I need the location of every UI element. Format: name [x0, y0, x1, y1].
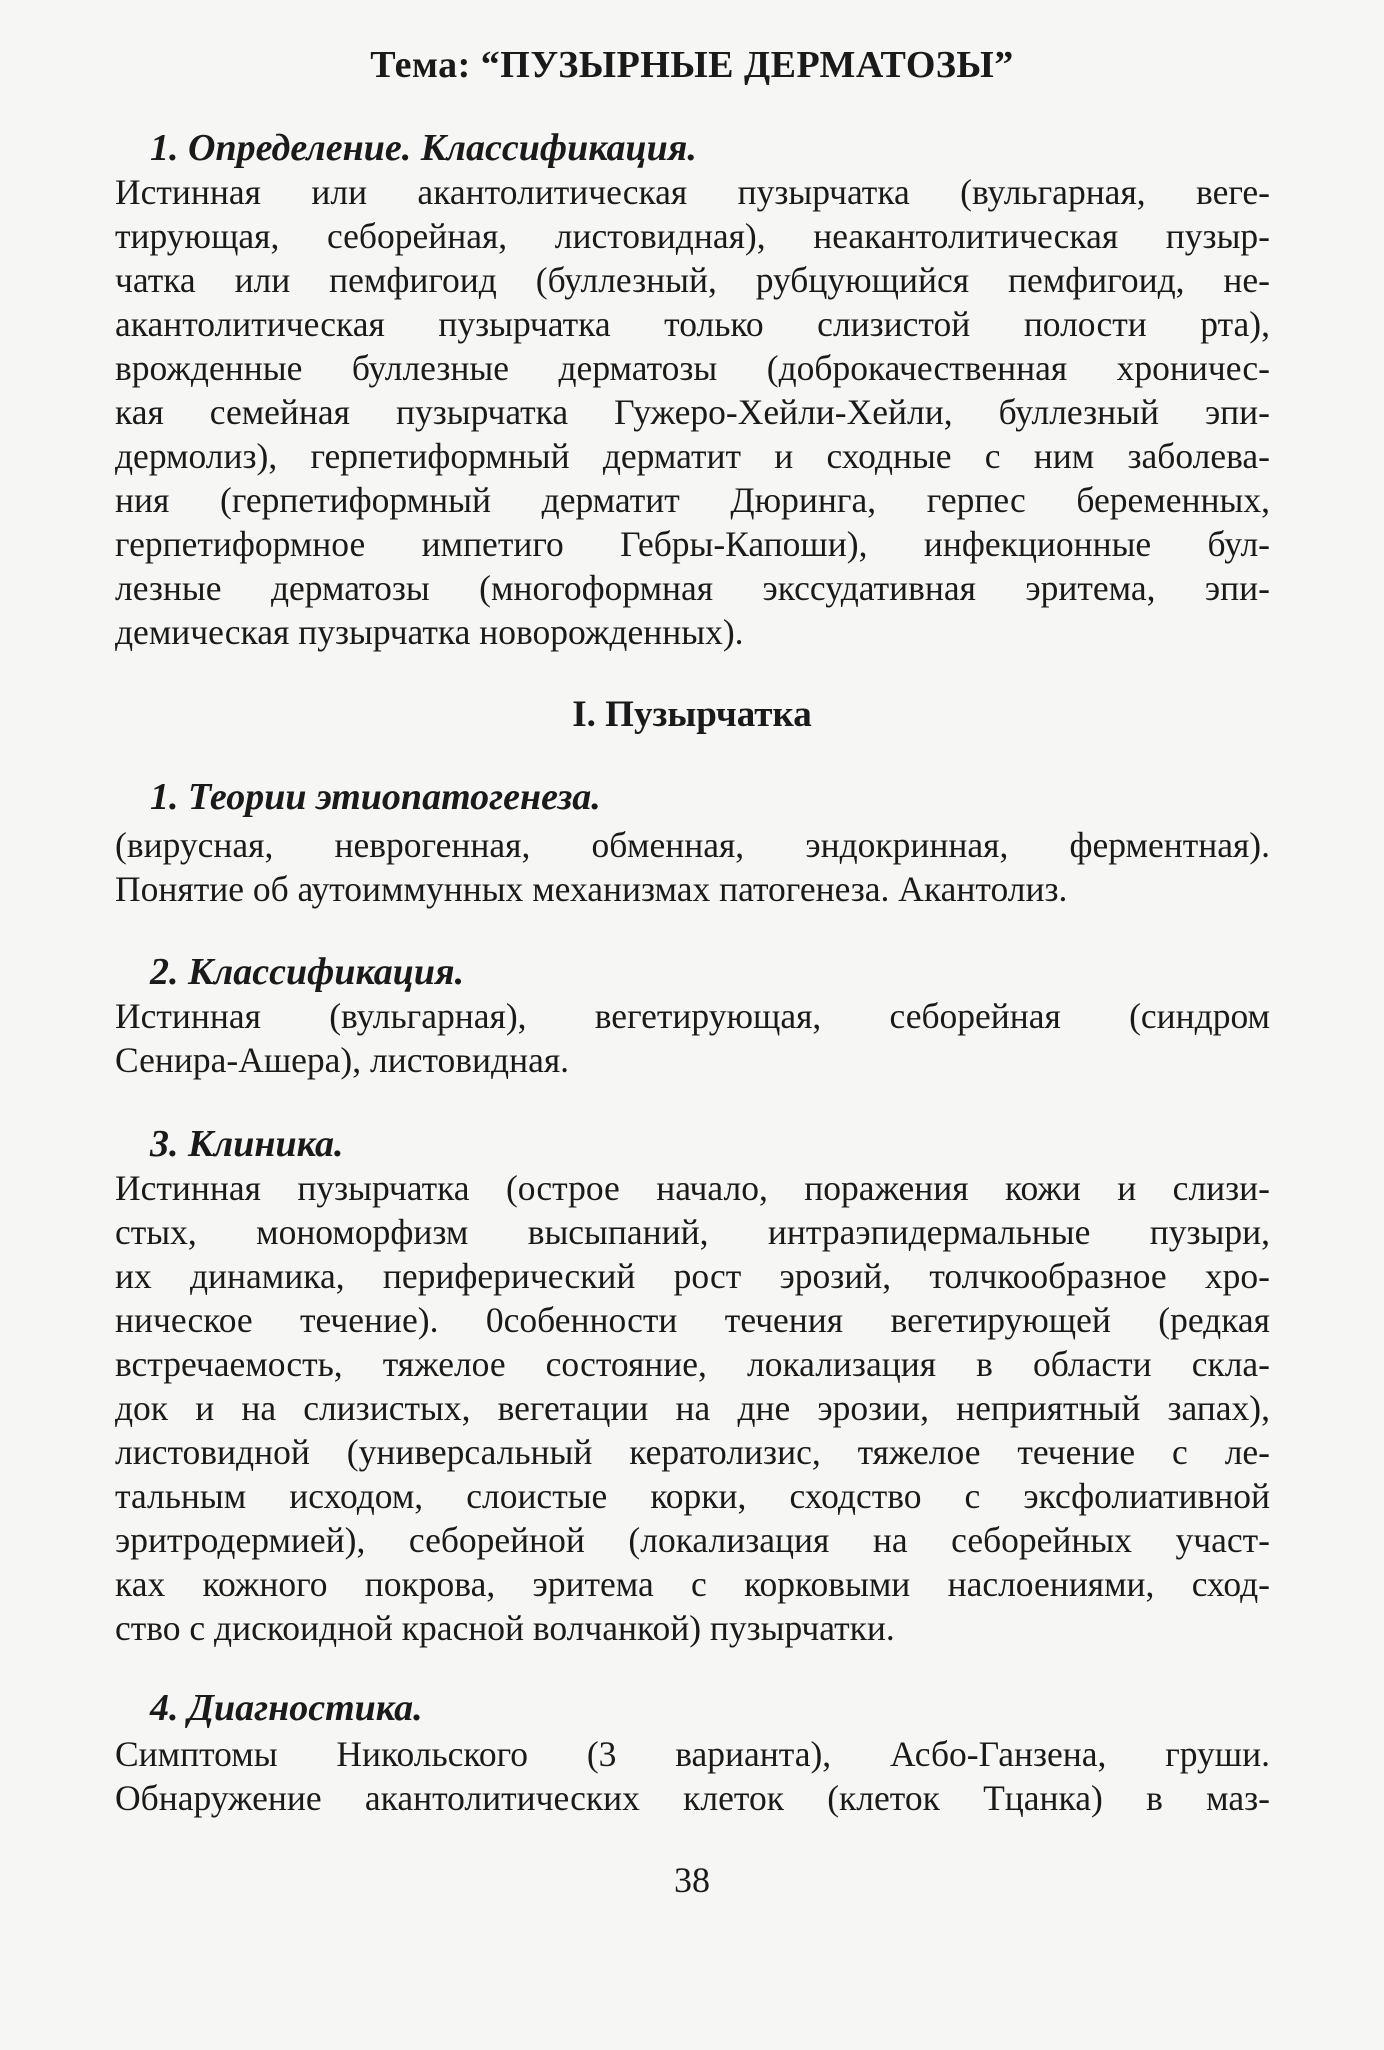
- text-line: Истинная или акантолитическая пузырчатка (вульгарная, веге-: [115, 172, 1270, 212]
- text-line: тирующая, себорейная, листовидная), неакантолитическая пузыр-: [115, 216, 1270, 256]
- text-line: ство с дискоидной красной волчанкой) пузырчатки.: [115, 1608, 895, 1648]
- text-line: демическая пузырчатка новорожденных).: [115, 612, 744, 652]
- text-line: их динамика, периферический рост эрозий, толчкообразное хро-: [115, 1256, 1270, 1296]
- classification-paragraph: [115, 994, 1270, 1082]
- text-line: Обнаружение акантолитических клеток (клеток Тцанка) в маз-: [115, 1778, 1270, 1818]
- etiology-paragraph: [115, 823, 1270, 911]
- page-title: Тема: “ПУЗЫРНЫЕ ДЕРМАТОЗЫ”: [370, 44, 1014, 86]
- text-line: Истинная пузырчатка (острое начало, поражения кожи и слизи-: [115, 1168, 1270, 1208]
- text-line: герпетиформное импетиго Гебры-Капоши), инфекционные бул-: [115, 524, 1270, 564]
- text-line: Понятие об аутоиммунных механизмах патогенеза. Акантолиз.: [115, 869, 1068, 909]
- text-line: Симптомы Никольского (3 варианта), Асбо-Ганзена, груши.: [115, 1734, 1270, 1774]
- text-line: тальным исходом, слоистые корки, сходство с эксфолиативной: [115, 1476, 1270, 1516]
- text-line: Истинная (вульгарная), вегетирующая, себорейная (синдром: [115, 996, 1270, 1036]
- text-line: акантолитическая пузырчатка только слизистой полости рта),: [115, 304, 1270, 344]
- text-line: (вирусная, неврогенная, обменная, эндокринная, ферментная).: [115, 825, 1270, 865]
- etiology-heading: 1. Теории этиопатогенеза.: [150, 776, 601, 818]
- text-line: док и на слизистых, вегетации на дне эрозии, неприятный запах),: [115, 1388, 1270, 1428]
- text-line: ках кожного покрова, эритема с корковыми наслоениями, сход-: [115, 1564, 1270, 1604]
- text-line: ния (герпетиформный дерматит Дюринга, герпес беременных,: [115, 480, 1270, 520]
- clinic-paragraph: [115, 1166, 1270, 1650]
- text-line: дермолиз), герпетиформный дерматит и сходные с ним заболева-: [115, 436, 1270, 476]
- section-title: I. Пузырчатка: [572, 694, 812, 735]
- diagnostics-heading: 4. Диагностика.: [150, 1687, 423, 1729]
- text-line: врожденные буллезные дерматозы (доброкачественная хроничес-: [115, 348, 1270, 388]
- text-line: Сенира-Ашера), листовидная.: [115, 1040, 570, 1080]
- diagnostics-paragraph: [115, 1732, 1270, 1820]
- text-line: чатка или пемфигоид (буллезный, рубцующийся пемфигоид, не-: [115, 260, 1270, 300]
- text-line: лезные дерматозы (многоформная экссудативная эритема, эпи-: [115, 568, 1270, 608]
- intro-paragraph: [115, 170, 1270, 654]
- text-line: стых, мономорфизм высыпаний, интраэпидермальные пузыри,: [115, 1212, 1270, 1252]
- clinic-heading: 3. Клиника.: [150, 1123, 344, 1165]
- text-line: кая семейная пузырчатка Гужеро-Хейли-Хейли, буллезный эпи-: [115, 392, 1270, 432]
- page-number: 38: [674, 1860, 710, 1900]
- classification-heading: 2. Классификация.: [150, 951, 465, 993]
- text-line: листовидной (универсальный кератолизис, тяжелое течение с ле-: [115, 1432, 1270, 1472]
- intro-heading: 1. Определение. Классификация.: [150, 127, 697, 169]
- text-line: ническое течение). 0собенности течения вегетирующей (редкая: [115, 1300, 1270, 1340]
- text-line: эритродермией), себорейной (локализация на себорейных участ-: [115, 1520, 1270, 1560]
- text-line: встречаемость, тяжелое состояние, локализация в области скла-: [115, 1344, 1270, 1384]
